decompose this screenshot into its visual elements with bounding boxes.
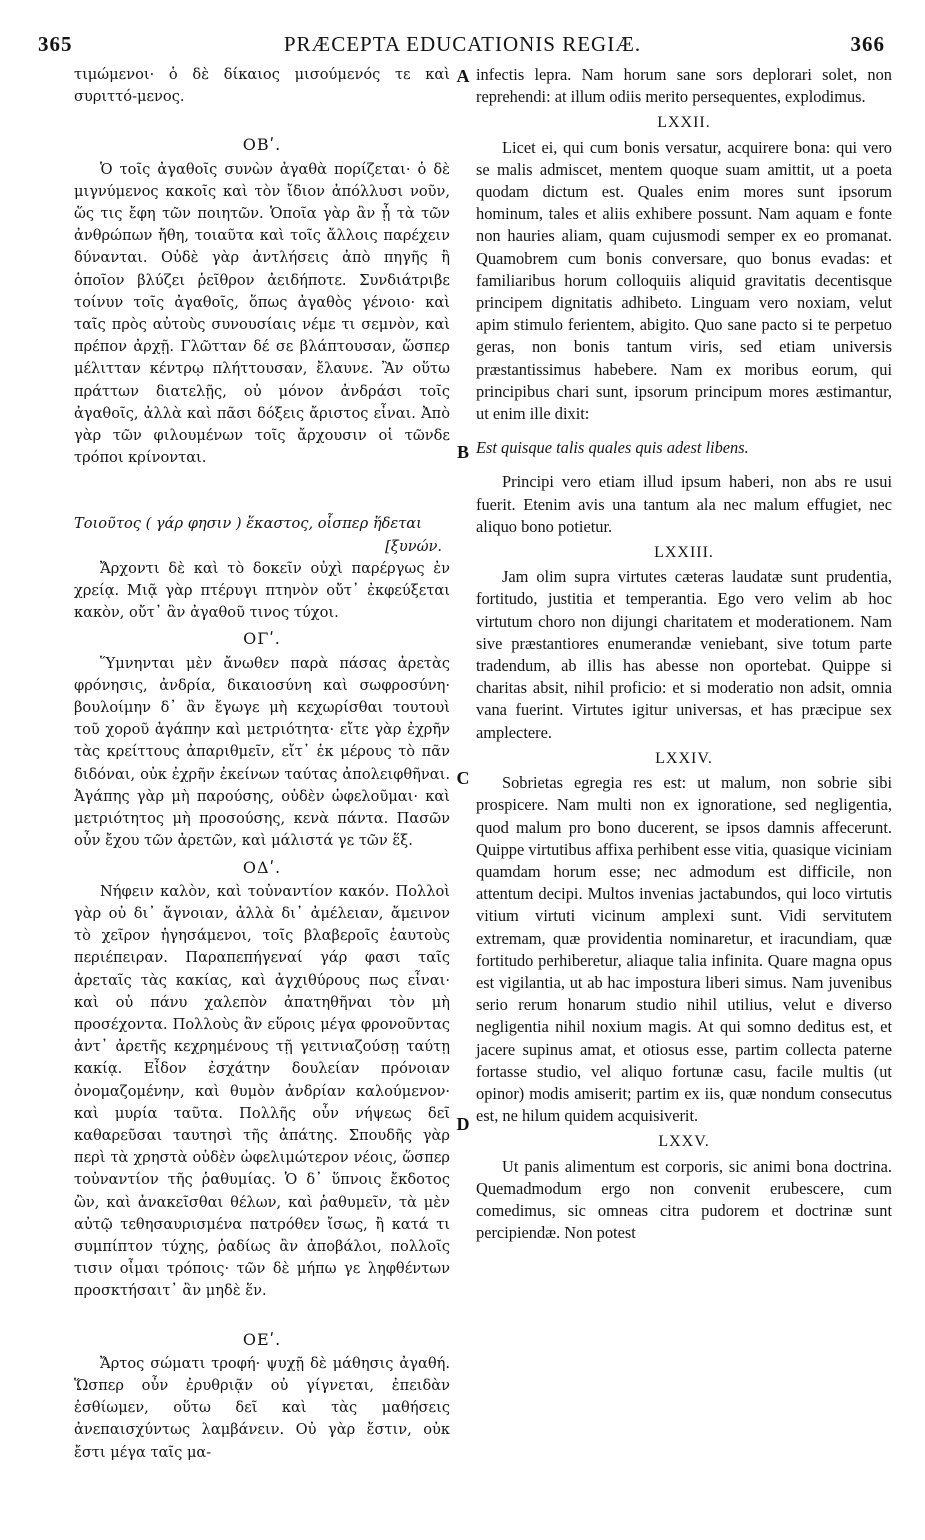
greek-heading-75: ΟΕʹ.: [242, 1329, 282, 1349]
margin-marker-d: D: [456, 1114, 470, 1134]
greek-paragraph-74: Νήφειν καλὸν, καὶ τοὐναντίον κακόν. Πολλοὶ γὰρ οὐ δι᾽ ἄγνοιαν, ἀλλὰ δι᾽ ἀμέλειαν, ἄμεινον τὸ χεῖρον ἡγησάμενοι, τοῖς βλαβεροῖς ἑαυτοὺς περιέπειραν. Παραπεπήγεναί γάρ φασι ταῖς ἀρεταῖς τὰς κακίας, καὶ ἀγχιθύρους πως εἶναι· καὶ οὐ πάνυ χαλεπὸν ἀπατηθῆναι τὸν μὴ προσέχοντα. Πολλοὺς ἂν εὕροις μέγα φρονοῦντας ἀντ᾽ ἀρετῆς κεχρημένους τῇ γειτνιαζούσῃ ταύτῃ κακίᾳ. Εἶδον ἐσχάτην δουλείαν πρόνοιαν ὀνομαζομένην, καὶ θυμὸν ἀνδρίαν καλούμενον· καὶ μυρία ταῦτα. Πολλῆς οὖν νήψεως δεῖ καθαρεῦσαι ταυτησὶ τῆς ἀπάτης. Σπουδῆς γὰρ περὶ τὰ χρηστὰ οὐδὲν ὠφελιμώτερον νέοις, ὥσπερ τοὐναντίον τῆς ῥαθυμίας. Ὁ δ᾽ ὕπνοις ἔκδοτος ὢν, καὶ ἀνακεῖσθαι θέλων, καὶ ῥαθυμεῖν, τὰ μὲν αὐτῷ τεθησαυρισμένα πατρόθεν ἴσως, ἢ κατά τι συμπίπτον τύχης, ῥαδίως ἂν ἀποβάλοι, πολλοῖς τισιν οἶμαι τρόποις· τῶν δὲ μήπω γε ληφθέντων προσκτήσαιτ᾽ ἂν μηδὲ ἕν.: [74, 882, 450, 1300]
greek-paragraph-73: Ὕμνηνται μὲν ἄνωθεν παρὰ πάσας ἀρετὰς φρόνησις, ἀνδρία, δικαιοσύνη καὶ σωφροσύνη· βουλοίμην δ᾽ ἂν ἔγωγε μὴ κεχωρίσθαι τουτουὶ τοῦ χοροῦ ἀγάπην καὶ μετριότητα· εἴτε γὰρ ἐχρῆν τὰς κρείττους ἀπαριθμεῖν, εἴτ᾽ ἐκ μέρους τὸ πᾶν διδόναι, οὐκ ἐχρῆν ἐκείνων ταύτας ἀπολειφθῆναι. Ἀγάπης γὰρ μὴ παρούσης, οὐδὲν ὠφελοῦμαι· καὶ μετριότητος μὴ προσούσης, κενὰ πάντα. Πασῶν οὖν ἔχου τῶν ἀρετῶν, καὶ μάλιστά γε τῶν ἕξ.: [74, 654, 450, 850]
greek-verse-paragraph: Ἄρχοντι δὲ καὶ τὸ δοκεῖν οὐχὶ παρέργως ἐν χρείᾳ. Μιᾷ γὰρ πτέρυγι πτηνὸν οὔτ᾽ ἐκφεύξεται κακὸν, οὔτ᾽ ἂν ἀγαθοῦ τινος τύχοι.: [74, 559, 450, 622]
latin-opening: infectis lepra. Nam horum sane sors deplorari solet, non reprehendi: at illum odiis merito persequentes, explodimus.: [476, 65, 892, 107]
running-title: PRÆCEPTA EDUCATIONIS REGIÆ.: [283, 32, 642, 56]
latin-paragraph-74: Sobrietas egregia res est: ut malum, non sobrie sibi prospicere. Nam multi non ex ignoratione, sed negligentia, quod malum pro bono ducerent, se ipsos damnis affecerunt. Quippe virtutibus affixa perhibent esse vitia, quasique viciniam quamdam horum esse; nec admodum est difficile, non attentum decipi. Multos invenias jactabundos, qui loco virtutis vitium virtuti vicinum amplexi sunt. Vidi servitutem extremam, quæ providentia nominaretur, et iracundiam, quæ fortitudo perhiberetur, aliaque talia infinita. Quare magna opus est vigilantia, ut ab hac impostura liberi simus. Nam juvenibus serio rerum honarum studio nihil utilius, velut e diverso negligentia nihil noxium magis. At qui somno deditus est, et jacere supinus amat, et otiosus esse, partim collecta paterne fortasse studio, vel aliquo fortunæ casu, facile multis (ut opinor) modis amiserit; partim ex iis, quæ nondum consecutus est, ne hilum quidem acquisiverit.: [476, 773, 892, 1126]
margin-marker-c: C: [456, 768, 470, 788]
page-number-left: 365: [38, 32, 73, 56]
greek-paragraph-72: Ὁ τοῖς ἀγαθοῖς συνὼν ἀγαθὰ πορίζεται· ὁ δὲ μιγνύμενος κακοῖς καὶ τὸν ἴδιον ἀπόλλυσι νοῦν, ὥς τις ἔφη τῶν ποιητῶν. Ὁποῖα γὰρ ἂν ᾖ τὰ τῶν ἀνθρώπων ἤθη, τοιαῦτα καὶ τοῖς ἄλλοις παρέχειν δύνανται. Οὐδὲ γὰρ ἀντλήσεις ἀπὸ πηγῆς ἢ ὁποῖον βλύζει ῥεῖθρον ἀειδήποτε. Συνδιάτριβε τοίνυν τοῖς ἀγαθοῖς, ὅπως ἀγαθὸς γένοιο· καὶ ταῖς πρὸς αὐτοὺς συνουσίαις νέμε τι σεμνὸν, καὶ πρέπον ἀρχῇ. Γλῶτταν δέ σε βλάπτουσαν, ὥσπερ μέλιτταν κέντρῳ πλήττουσαν, ἔλαυνε. Ἂν οὕτω πράττων διατελῇς, οὐ μόνον ἀνδράσι τοῖς ἀγαθοῖς, ἀλλὰ καὶ πᾶσι δόξεις ἄριστος εἶναι. Ἀπὸ γὰρ τῶν φιλουμένων τοῖς ἄρχουσιν οἱ τῶνδε τρόποι κρίνονται.: [74, 160, 450, 467]
page-number-right: 366: [850, 32, 885, 56]
greek-column: [74, 64, 450, 1464]
running-head: [36, 28, 889, 62]
latin-heading-73: LXXIII.: [654, 544, 714, 562]
greek-heading-73: ΟΓʹ.: [243, 629, 281, 649]
latin-verse: Est quisque talis quales quis adest libens.: [476, 438, 749, 458]
latin-column: [476, 64, 892, 1244]
greek-paragraph-75: Ἄρτος σώματι τροφή· ψυχῇ δὲ μάθησις ἀγαθή. Ὥσπερ οὖν ἐρυθριᾷν οὐ γίγνεται, ἐπειδὰν ἐσθίωμεν, οὕτω δεῖ καὶ τὰς μαθήσεις ἀνεπαισχύντως λαμβάνειν. Οὐ γὰρ ἔστιν, οὐκ ἔστι μέγα ταῖς μα-: [74, 1354, 450, 1461]
latin-heading-75: LXXV.: [658, 1133, 710, 1151]
margin-marker-a: A: [456, 66, 470, 86]
latin-verse-paragraph: Principi vero etiam illud ipsum haberi, non abs re usui fuerit. Etenim avis una tantum ala nec malum effugiet, nec aliquo bono potietur.: [476, 472, 892, 536]
latin-paragraph-72: Licet ei, qui cum bonis versatur, acquirere bona: qui vero se malis admiscet, mentem quoque suam amittit, ut a poeta quodam dictum est. Quales enim mores sunt ipsorum hominum, tales et aliis exhibere possunt. Nam aquam e fonte non hauries aliam, quam cujusmodi semper ex eo promanat. Quamobrem cum bonis conversare, quo bonus evadas: et familiaribus horum colloquiis aliquid gravitatis decentisque principem dignitatis adhibeto. Linguam vero noxiam, velut apim stimulo ferientem, abigito. Quo sane pacto si te perpetuo geras, non bonis tantum viris, sed etiam universis præstantissimus habebere. Nam ex moribus eorum, qui principibus chari sunt, ipsorum principum mores æstimantur, ut enim ille dixit:: [476, 137, 892, 424]
greek-heading-72: ΟΒʹ.: [242, 135, 282, 155]
latin-heading-72: LXXII.: [657, 114, 711, 132]
margin-marker-b: B: [456, 442, 469, 462]
greek-verse-line-1: Τοιοῦτος ( γάρ φησιν ) ἕκαστος, οἷσπερ ἥδεται: [74, 515, 422, 533]
latin-paragraph-75: Ut panis alimentum est corporis, sic animi bona doctrina. Quemadmodum ergo non convenit erubescere, cum comedimus, sic omneas citra pudorem et doctrinæ sunt percipiendæ. Non potest: [476, 1156, 892, 1243]
latin-paragraph-73: Jam olim supra virtutes cæteras laudatæ sunt prudentia, fortitudo, justitia et temperantia. Ego vero velim ab hoc virtutum choro non dijungi charitatem et moderationem. Nam sive præstantiores enumerandæ veniebant, sive totum parte tradendum, ab illis has abesse non oportebat. Quippe si charitas absit, nihil proficio: et si moderatio non adsit, omnia vana fuerint. Virtutes igitur universas, et has præcipue sex amplectere.: [476, 567, 892, 742]
greek-verse-line-2: [ξυνών.: [385, 537, 442, 555]
greek-heading-74: ΟΔʹ.: [242, 857, 282, 877]
greek-opening: τιμώμενοι· ὁ δὲ δίκαιος μισούμενός τε καὶ συριττό-μενος.: [74, 66, 450, 106]
latin-heading-74: LXXIV.: [655, 749, 713, 767]
